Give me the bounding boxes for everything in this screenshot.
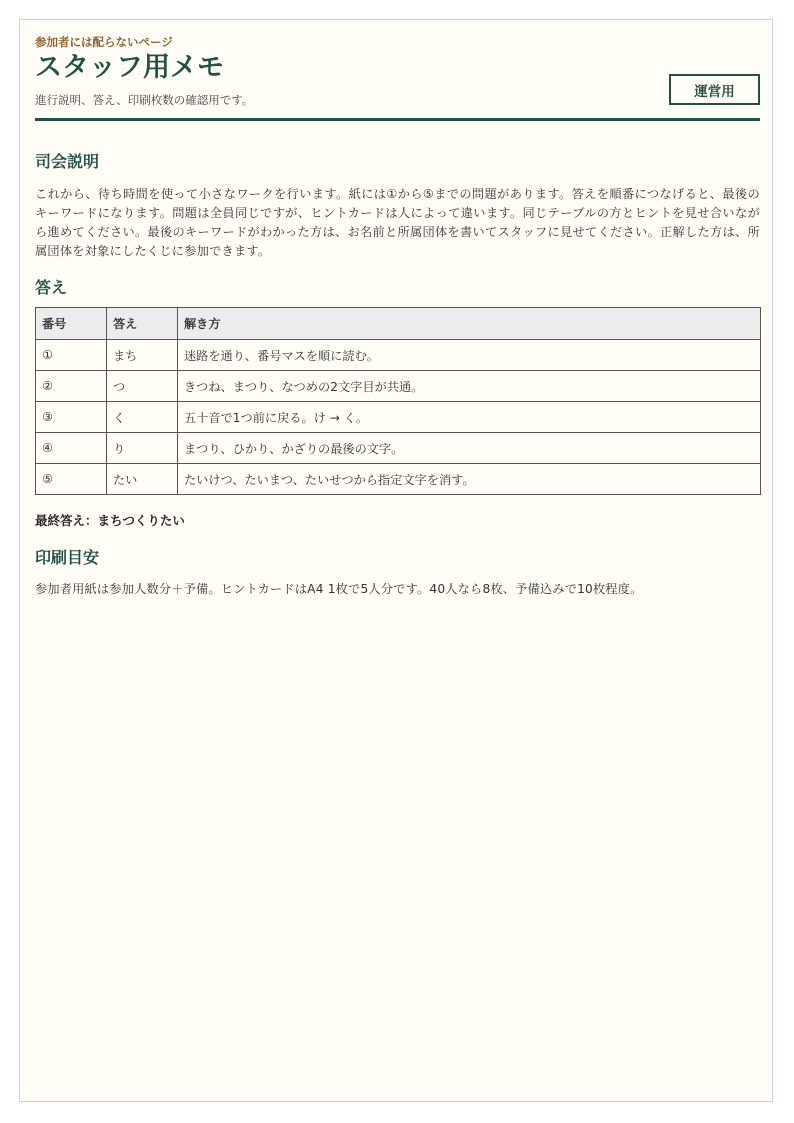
row-number: ① (36, 340, 107, 371)
row-solution: 五十音で1つ前に戻る。け → く。 (178, 402, 761, 433)
row-answer: まち (107, 340, 178, 371)
row-answer: り (107, 433, 178, 464)
table-row (36, 340, 761, 371)
row-number: ⑤ (36, 464, 107, 495)
row-number: ④ (36, 433, 107, 464)
table-row (36, 402, 761, 433)
row-solution: まつり、ひかり、かざりの最後の文字。 (178, 433, 761, 464)
staff-memo-page (19, 19, 773, 1102)
column-header-solution: 解き方 (178, 308, 761, 340)
row-answer: たい (107, 464, 178, 495)
page-eyebrow: 参加者には配らないページ (35, 35, 173, 49)
printing-note: 参加者用紙は参加人数分＋予備。ヒントカードはA4 1枚で5人分です。40人なら8枚、予備込みで10枚程度。 (35, 582, 643, 596)
page-header (35, 34, 760, 121)
answers-section-heading: 答え (35, 278, 68, 297)
table-header-row (36, 308, 761, 340)
row-solution: 迷路を通り、番号マスを順に読む。 (178, 340, 761, 371)
final-answer: 最終答え：まちつくりたい (35, 513, 185, 528)
printing-section-heading: 印刷目安 (35, 548, 100, 567)
column-header-number: 番号 (36, 308, 107, 340)
answers-table (35, 307, 761, 495)
row-answer: つ (107, 371, 178, 402)
column-header-answer: 答え (107, 308, 178, 340)
page-subtitle: 進行説明、答え、印刷枚数の確認用です。 (35, 93, 254, 107)
host-script-text: これから、待ち時間を使って小さなワークを行います。紙には①から⑤までの問題があります。答えを順番につなげると、最後のキーワードになります。問題は全員同じですが、ヒントカードは人によって違います。同じテーブルの方とヒントを見せ合いながら進めてください。最後のキーワードがわかった方は、お名前と所属団体を書いてスタッフに見せてください。正解した方は、所属団体を対象にしたくじに参加できます。 (35, 187, 760, 258)
row-answer: く (107, 402, 178, 433)
table-row (36, 371, 761, 402)
row-number: ② (36, 371, 107, 402)
staff-only-badge: 運営用 (669, 74, 760, 105)
row-solution: たいけつ、たいまつ、たいせつから指定文字を消す。 (178, 464, 761, 495)
page-content (35, 34, 760, 596)
table-row (36, 464, 761, 495)
table-row (36, 433, 761, 464)
page-title: スタッフ用メモ (35, 52, 224, 83)
host-section-heading: 司会説明 (35, 152, 100, 171)
row-solution: きつね、まつり、なつめの2文字目が共通。 (178, 371, 761, 402)
row-number: ③ (36, 402, 107, 433)
